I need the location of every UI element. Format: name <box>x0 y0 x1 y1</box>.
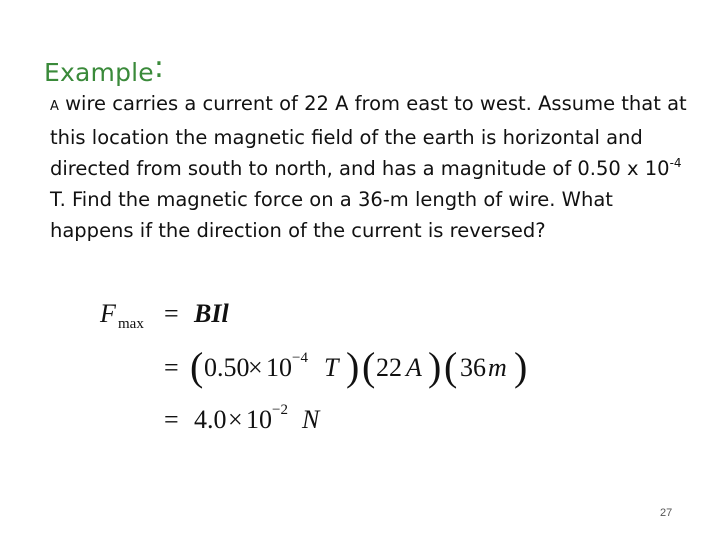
problem-text-part-2: T. Find the magnetic force on a 36-m length of wire. What happens if the direction of the current is reversed? <box>50 188 613 242</box>
problem-statement <box>50 88 690 246</box>
eq3-exponent: −2 <box>272 402 288 418</box>
eq2-factor1-base: 10 <box>266 353 292 382</box>
eq2-factor1-unit: T <box>324 353 339 382</box>
eq2-factor2-value: 22 <box>376 353 402 382</box>
equation-line-2 <box>164 344 527 389</box>
eq3-unit: N <box>302 405 320 434</box>
page-number: 27 <box>660 507 673 519</box>
eq2-factor3-unit: m <box>488 353 507 382</box>
eq1-equals: = <box>164 299 179 328</box>
eq1-lhs-symbol: F <box>100 299 116 328</box>
eq1-lhs-subscript: max <box>118 316 144 332</box>
eq2-paren-open-1: ( <box>190 344 204 389</box>
eq3-equals: = <box>164 405 179 434</box>
eq3-base: 10 <box>246 405 272 434</box>
title-colon: : <box>153 50 165 85</box>
eq2-paren-close-3: ) <box>514 344 528 389</box>
title-text: Example <box>44 58 154 87</box>
equation-line-1 <box>99 299 229 332</box>
problem-lead-letter: A <box>50 99 59 114</box>
eq2-paren-close-2: ) <box>428 344 442 389</box>
eq3-times: × <box>228 405 243 434</box>
eq2-paren-open-3: ( <box>444 344 458 389</box>
eq3-mantissa: 4.0 <box>194 405 227 434</box>
eq2-times: × <box>248 353 263 382</box>
eq2-factor1-mantissa: 0.50 <box>204 353 250 382</box>
eq2-factor1-exponent: −4 <box>292 350 308 366</box>
equation-line-3 <box>164 402 321 434</box>
problem-text-part-1: wire carries a current of 22 A from east to west. Assume that at this location the magnetic field of the earth is horizontal and directed from south to north, and has a magnitude of 0.50 x 10 <box>50 92 687 180</box>
eq1-rhs: BIl <box>194 299 229 328</box>
eq2-paren-close-1: ) <box>346 344 360 389</box>
equation-block <box>98 290 618 450</box>
eq2-factor2-unit: A <box>406 353 422 382</box>
problem-exponent: -4 <box>669 155 682 170</box>
eq2-factor3-value: 36 <box>460 353 486 382</box>
eq2-equals: = <box>164 353 179 382</box>
eq2-paren-open-2: ( <box>362 344 376 389</box>
slide-title <box>44 50 165 89</box>
equation-svg <box>98 290 618 450</box>
